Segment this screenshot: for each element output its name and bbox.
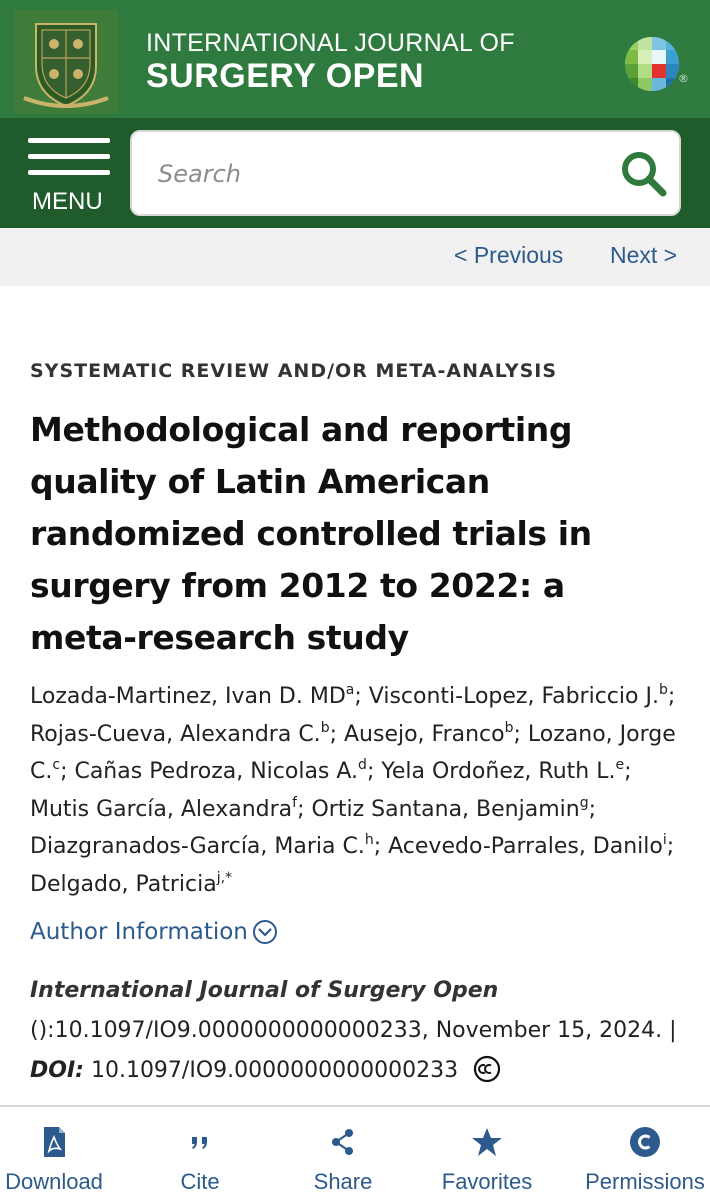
author-affiliation-marker: h — [364, 832, 374, 848]
citation-journal-name: International Journal of Surgery Open — [30, 978, 499, 1003]
author-name[interactable]: Lozada-Martinez, Ivan D. MD — [30, 684, 346, 709]
share-button[interactable] — [272, 1107, 414, 1200]
journal-crest-logo[interactable] — [14, 10, 118, 114]
author-name[interactable]: Lozano, Jorge C. — [30, 721, 676, 784]
journal-title[interactable] — [146, 28, 515, 94]
author-name[interactable]: Mutis García, Alexandra — [30, 796, 293, 822]
journal-banner — [0, 0, 710, 118]
article-content — [30, 360, 680, 1164]
favorites-button[interactable] — [416, 1107, 558, 1200]
registered-mark: ® — [678, 72, 689, 85]
doi-label: DOI: — [30, 1058, 84, 1083]
author-affiliation-marker: a — [345, 682, 355, 698]
publisher-logo-icon[interactable] — [624, 36, 680, 92]
author-name[interactable]: Ortiz Santana, Benjamin — [311, 796, 580, 822]
article-type-label: SYSTEMATIC REVIEW AND/OR META-ANALYSIS — [30, 360, 558, 382]
author-name[interactable]: Visconti-Lopez, Fabriccio J. — [368, 684, 659, 709]
author-affiliation-marker: f — [292, 794, 298, 811]
creative-commons-icon[interactable] — [473, 1055, 501, 1083]
author-affiliation-marker: c — [52, 757, 61, 773]
menu-hamburger-icon — [28, 138, 110, 143]
search-icon[interactable] — [618, 148, 670, 200]
menu-button[interactable] — [24, 134, 120, 216]
download-button[interactable] — [0, 1107, 125, 1200]
citation-details: ():10.1097/IO9.0000000000000233, November 15, 2024. | — [30, 1018, 677, 1043]
share-label: Share — [313, 1169, 373, 1194]
author-affiliation-marker: b — [658, 682, 668, 698]
article-toolbar — [0, 1105, 710, 1200]
favorites-label: Favorites — [441, 1169, 533, 1194]
search-box — [130, 130, 681, 216]
author-information-toggle[interactable] — [30, 919, 680, 945]
menu-label: MENU — [32, 188, 103, 215]
author-name[interactable]: Rojas-Cueva, Alexandra C. — [30, 721, 321, 747]
quote-icon — [183, 1125, 217, 1159]
chevron-down-circle-icon — [252, 919, 278, 945]
author-affiliation-marker: g — [579, 794, 589, 811]
pdf-icon — [37, 1125, 71, 1159]
doi-value[interactable]: 10.1097/IO9.0000000000000233 — [90, 1058, 459, 1083]
author-information-label: Author Information — [30, 919, 248, 945]
previous-article-link[interactable]: < Previous — [454, 242, 564, 268]
author-affiliation-marker: b — [504, 719, 514, 736]
author-name[interactable]: Acevedo-Parrales, Danilo — [388, 834, 663, 859]
author-affiliation-marker: d — [358, 757, 367, 773]
share-icon — [326, 1125, 360, 1159]
author-affiliation-marker: j,* — [216, 869, 233, 886]
journal-title-line1: INTERNATIONAL JOURNAL OF — [146, 29, 515, 57]
citation-block — [30, 971, 680, 1091]
permissions-label: Permissions — [585, 1169, 705, 1194]
article-title: Methodological and reporting quality of Latin American randomized controlled trials in surgery from 2012 to 2022: a meta-research study — [30, 410, 592, 657]
nav-bar — [0, 118, 710, 228]
search-input[interactable] — [158, 154, 588, 194]
author-affiliation-marker: i — [662, 832, 667, 848]
article-pager — [0, 228, 710, 286]
menu-hamburger-icon — [28, 170, 110, 175]
permissions-button[interactable] — [574, 1107, 710, 1200]
author-name[interactable]: Cañas Pedroza, Nicolas A. — [74, 759, 359, 784]
download-label: Download — [5, 1169, 103, 1194]
next-article-link[interactable]: Next > — [610, 242, 678, 268]
author-list: Lozada-Martinez, Ivan D. $MD^a$; Visconti-Lopez, Fabriccio J.$^b$; Rojas-Cueva, Alexandra C.$^b$; Ausejo, Franco$^b$; Lozano, Jorge C.$^c$; Cañas Pedroza, Nicolas A.$^d$; Yela Ordoñez, Ruth L.$^e$; Mutis García, Alexandra$^f$; Ortiz Santana, Benjamin$^g$; Diazgranados-García, Maria C.$^h$; Acevedo-Parrales, Danilo$^i$; Delgado, Patricia$^{j,*}$ — [30, 682, 676, 897]
author-affiliation-marker: b — [320, 719, 330, 736]
cite-button[interactable] — [129, 1107, 271, 1200]
author-name[interactable]: Diazgranados-García, Maria C. — [30, 834, 365, 859]
author-affiliation-marker: e — [615, 757, 625, 773]
author-name[interactable]: Yela Ordoñez, Ruth L. — [381, 759, 616, 784]
cite-label: Cite — [180, 1169, 220, 1194]
author-name[interactable]: Delgado, Patricia — [30, 871, 217, 897]
star-icon — [470, 1125, 504, 1159]
doi-line — [30, 1051, 680, 1091]
author-name[interactable]: Ausejo, Franco — [343, 721, 505, 747]
menu-hamburger-icon — [28, 154, 110, 159]
journal-title-line2: SURGERY OPEN — [146, 57, 425, 95]
copyright-icon — [628, 1125, 662, 1159]
